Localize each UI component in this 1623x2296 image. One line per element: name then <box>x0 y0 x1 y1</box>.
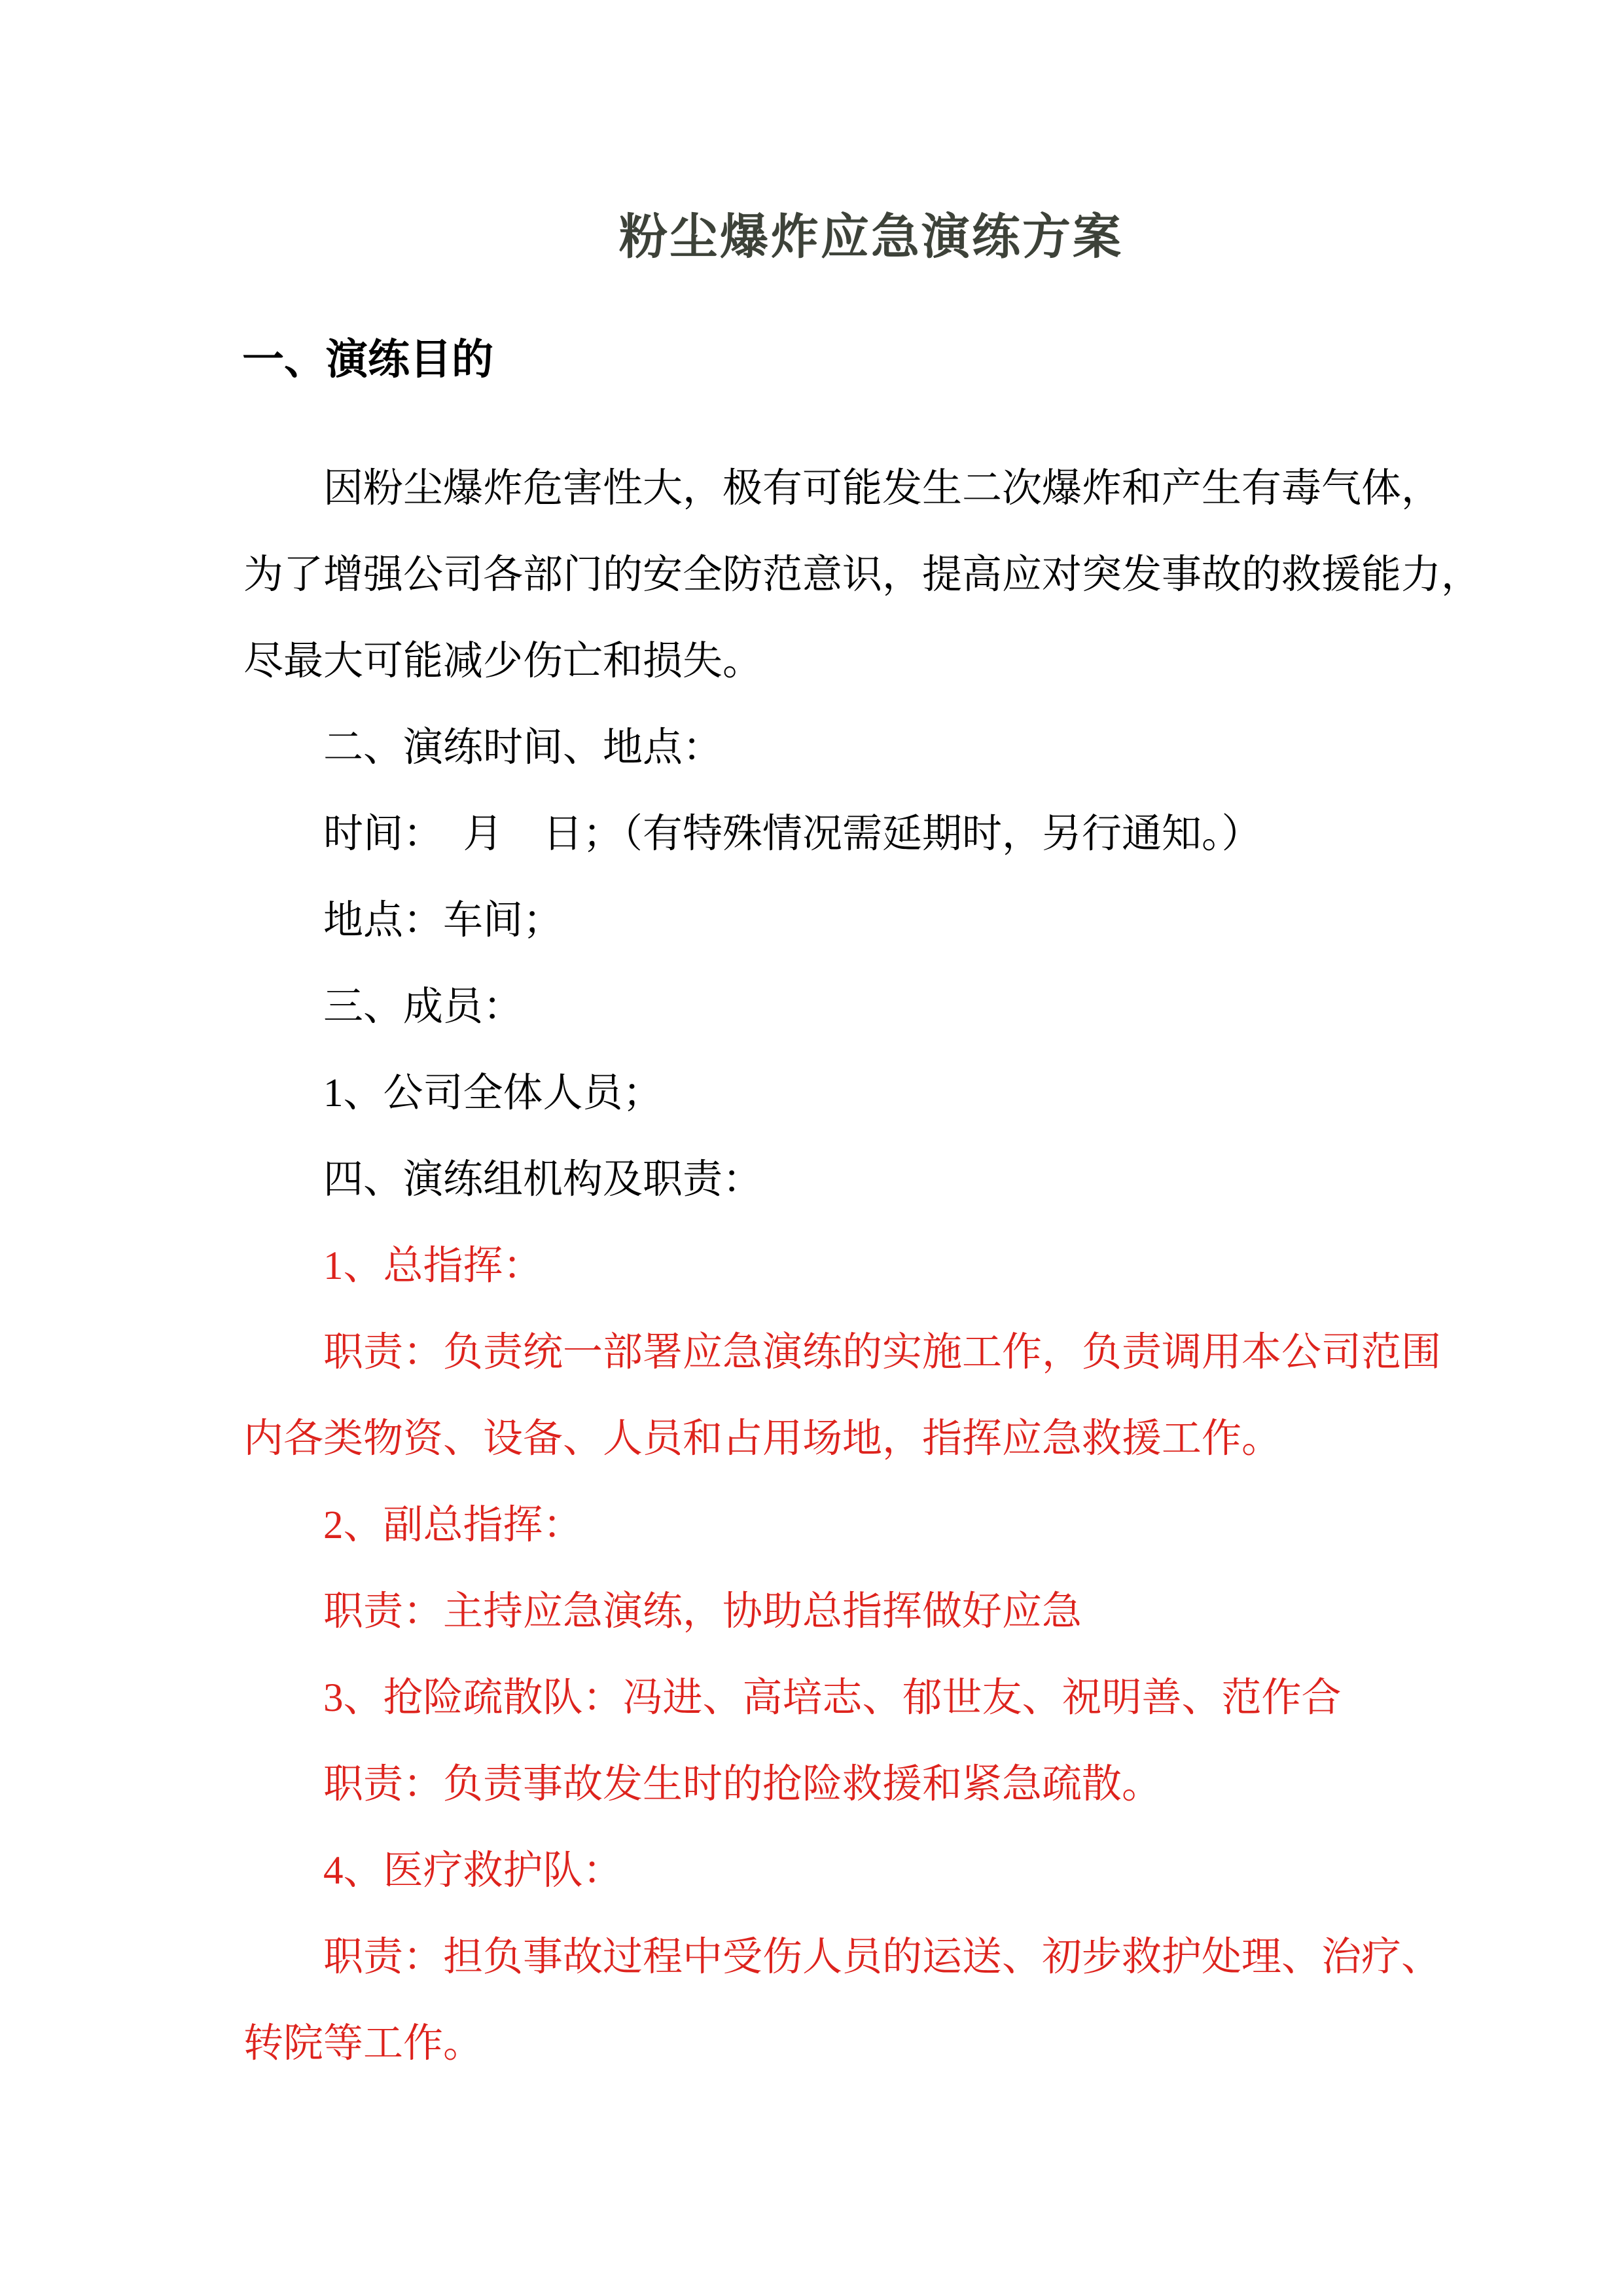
doc-line: 地点：车间； <box>323 899 563 942</box>
doc-line: 三、成员： <box>323 985 524 1029</box>
doc-line: 因粉尘爆炸危害性大，极有可能发生二次爆炸和产生有毒气体， <box>323 467 1442 511</box>
doc-line: 转院等工作。 <box>243 2022 484 2066</box>
section-heading: 一、演练目的 <box>242 336 493 383</box>
doc-line: 1、总指挥： <box>323 1244 543 1288</box>
doc-line: 职责：负责统一部署应急演练的实施工作，负责调用本公司范围 <box>323 1331 1442 1374</box>
doc-line: 四、演练组机构及职责： <box>323 1158 763 1202</box>
doc-line: 内各类物资、设备、人员和占用场地，指挥应急救援工作。 <box>243 1417 1282 1461</box>
doc-line: 1、公司全体人员； <box>323 1071 663 1115</box>
doc-line: 职责：担负事故过程中受伤人员的运送、初步救护处理、治疗、 <box>323 1935 1442 1979</box>
doc-line: 4、医疗救护队： <box>323 1849 623 1893</box>
doc-line: 为了增强公司各部门的安全防范意识，提高应对突发事故的救援能力， <box>243 553 1482 597</box>
doc-line: 2、副总指挥： <box>323 1503 583 1547</box>
doc-line: 职责：负责事故发生时的抢险救援和紧急疏散。 <box>323 1763 1162 1806</box>
doc-line: 二、演练时间、地点： <box>323 726 723 770</box>
doc-line: 尽最大可能减少伤亡和损失。 <box>243 639 763 683</box>
doc-line: 3、抢险疏散队：冯进、高培志、郁世友、祝明善、范作合 <box>323 1676 1342 1720</box>
document-title: 粉尘爆炸应急演练方案 <box>619 211 1123 264</box>
doc-line: 职责：主持应急演练，协助总指挥做好应急 <box>323 1590 1082 1634</box>
doc-line: 时间： 月 日；（有特殊情况需延期时，另行通知。） <box>323 812 1262 856</box>
